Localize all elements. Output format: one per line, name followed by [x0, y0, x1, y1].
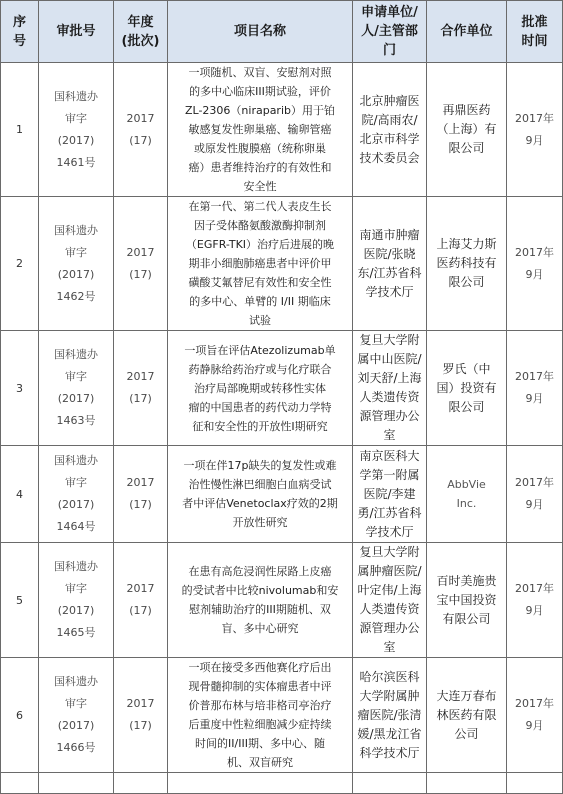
row-number: 5: [1, 543, 39, 658]
partner: 百时美施贵 宝中国投资 有限公司: [427, 543, 507, 658]
header-no: 序 号: [1, 1, 39, 63]
year-batch: 2017 (17): [114, 331, 168, 446]
applicant: 北京肿瘤医 院/高雨农/ 北京市科学 技术委员会: [353, 63, 427, 197]
applicant: [353, 773, 427, 794]
year-batch: 2017 (17): [114, 446, 168, 543]
row-number: 2: [1, 197, 39, 331]
approval-number: 国科遗办 审字 (2017) 1463号: [39, 331, 114, 446]
table-row: [1, 63, 563, 197]
table-row: [1, 446, 563, 543]
partner: 上海艾力斯 医药科技有 限公司: [427, 197, 507, 331]
project-title: 在患有高危浸润性尿路上皮癌 的受试者中比较nivolumab和安 慰剂辅助治疗的III期随机、双 盲、多中心研究: [168, 543, 353, 658]
project-title: 在第一代、第二代人表皮生长 因子受体酪氨酸激酶抑制剂 （EGFR-TKI）治疗后进展的晚 期非小细胞肺癌患者中评价甲 磺酸艾氟替尼有效性和安全性 的多中心、单臂的 I/II 期临床 试验: [168, 197, 353, 331]
project-title: [168, 773, 353, 794]
project-title: 一项旨在评估Atezolizumab单 药静脉给药治疗或与化疗联合 治疗局部晚期或转移性实体 瘤的中国患者的药代动力学特 征和安全性的开放性I期研究: [168, 331, 353, 446]
header-partner: 合作单位: [427, 1, 507, 63]
approval-number: 国科遗办 审字 (2017) 1465号: [39, 543, 114, 658]
year-batch: 2017 (17): [114, 543, 168, 658]
header-applicant: 申请单位/ 人/主管部 门: [353, 1, 427, 63]
approval-date: 2017年 9月: [507, 331, 563, 446]
row-number: [1, 773, 39, 794]
approval-number: [39, 773, 114, 794]
approval-date: [507, 773, 563, 794]
header-title: 项目名称: [168, 1, 353, 63]
header-row: [1, 1, 563, 63]
approval-number: 国科遗办 审字 (2017) 1464号: [39, 446, 114, 543]
applicant: 南通市肿瘤 医院/张晓 东/江苏省科 学技术厅: [353, 197, 427, 331]
approval-date: 2017年 9月: [507, 658, 563, 773]
applicant: 复旦大学附 属中山医院/ 刘天舒/上海 人类遗传资 源管理办公 室: [353, 331, 427, 446]
approval-number: 国科遗办 审字 (2017) 1462号: [39, 197, 114, 331]
year-batch: [114, 773, 168, 794]
applicant: 哈尔滨医科 大学附属肿 瘤医院/张清 媛/黑龙江省 科学技术厅: [353, 658, 427, 773]
table-row: [1, 197, 563, 331]
partner: 再鼎医药 （上海）有 限公司: [427, 63, 507, 197]
year-batch: 2017 (17): [114, 63, 168, 197]
partner: 大连万春布 林医药有限 公司: [427, 658, 507, 773]
project-title: 一项随机、双盲、安慰剂对照 的多中心临床III期试验，评价 ZL-2306（niraparib）用于铂 敏感复发性卵巢癌、输卵管癌 或原发性腹膜癌（统称卵巢 癌）患者维持治疗的有效性和 安全性: [168, 63, 353, 197]
header-approval-no: 审批号: [39, 1, 114, 63]
header-year: 年度 (批次): [114, 1, 168, 63]
row-number: 6: [1, 658, 39, 773]
project-title: 一项在伴17p缺失的复发性或难 治性慢性淋巴细胞白血病受试 者中评估Venetoclax疗效的2期 开放性研究: [168, 446, 353, 543]
row-number: 4: [1, 446, 39, 543]
approval-date: 2017年 9月: [507, 446, 563, 543]
header-date: 批准 时间: [507, 1, 563, 63]
row-number: 3: [1, 331, 39, 446]
partner: 罗氏（中 国）投资有 限公司: [427, 331, 507, 446]
year-batch: 2017 (17): [114, 197, 168, 331]
approval-number: 国科遗办 审字 (2017) 1466号: [39, 658, 114, 773]
approval-date: 2017年 9月: [507, 197, 563, 331]
row-number: 1: [1, 63, 39, 197]
partner: [427, 773, 507, 794]
approval-date: 2017年 9月: [507, 63, 563, 197]
table-row: [1, 331, 563, 446]
table-row: [1, 543, 563, 658]
table-row: [1, 658, 563, 773]
project-title: 一项在接受多西他赛化疗后出 现骨髓抑制的实体瘤患者中评 价普那布林与培非格司亭治疗 后重度中性粒细胞减少症持续 时间的II/III期、多中心、随 机、双盲研究: [168, 658, 353, 773]
applicant: 复旦大学附 属肿瘤医院/ 叶定伟/上海 人类遗传资 源管理办公 室: [353, 543, 427, 658]
approval-date: 2017年 9月: [507, 543, 563, 658]
year-batch: 2017 (17): [114, 658, 168, 773]
table-row-partial: [1, 773, 563, 794]
partner: AbbVie Inc.: [427, 446, 507, 543]
approval-number: 国科遗办 审字 (2017) 1461号: [39, 63, 114, 197]
applicant: 南京医科大 学第一附属 医院/李建 勇/江苏省科 学技术厅: [353, 446, 427, 543]
